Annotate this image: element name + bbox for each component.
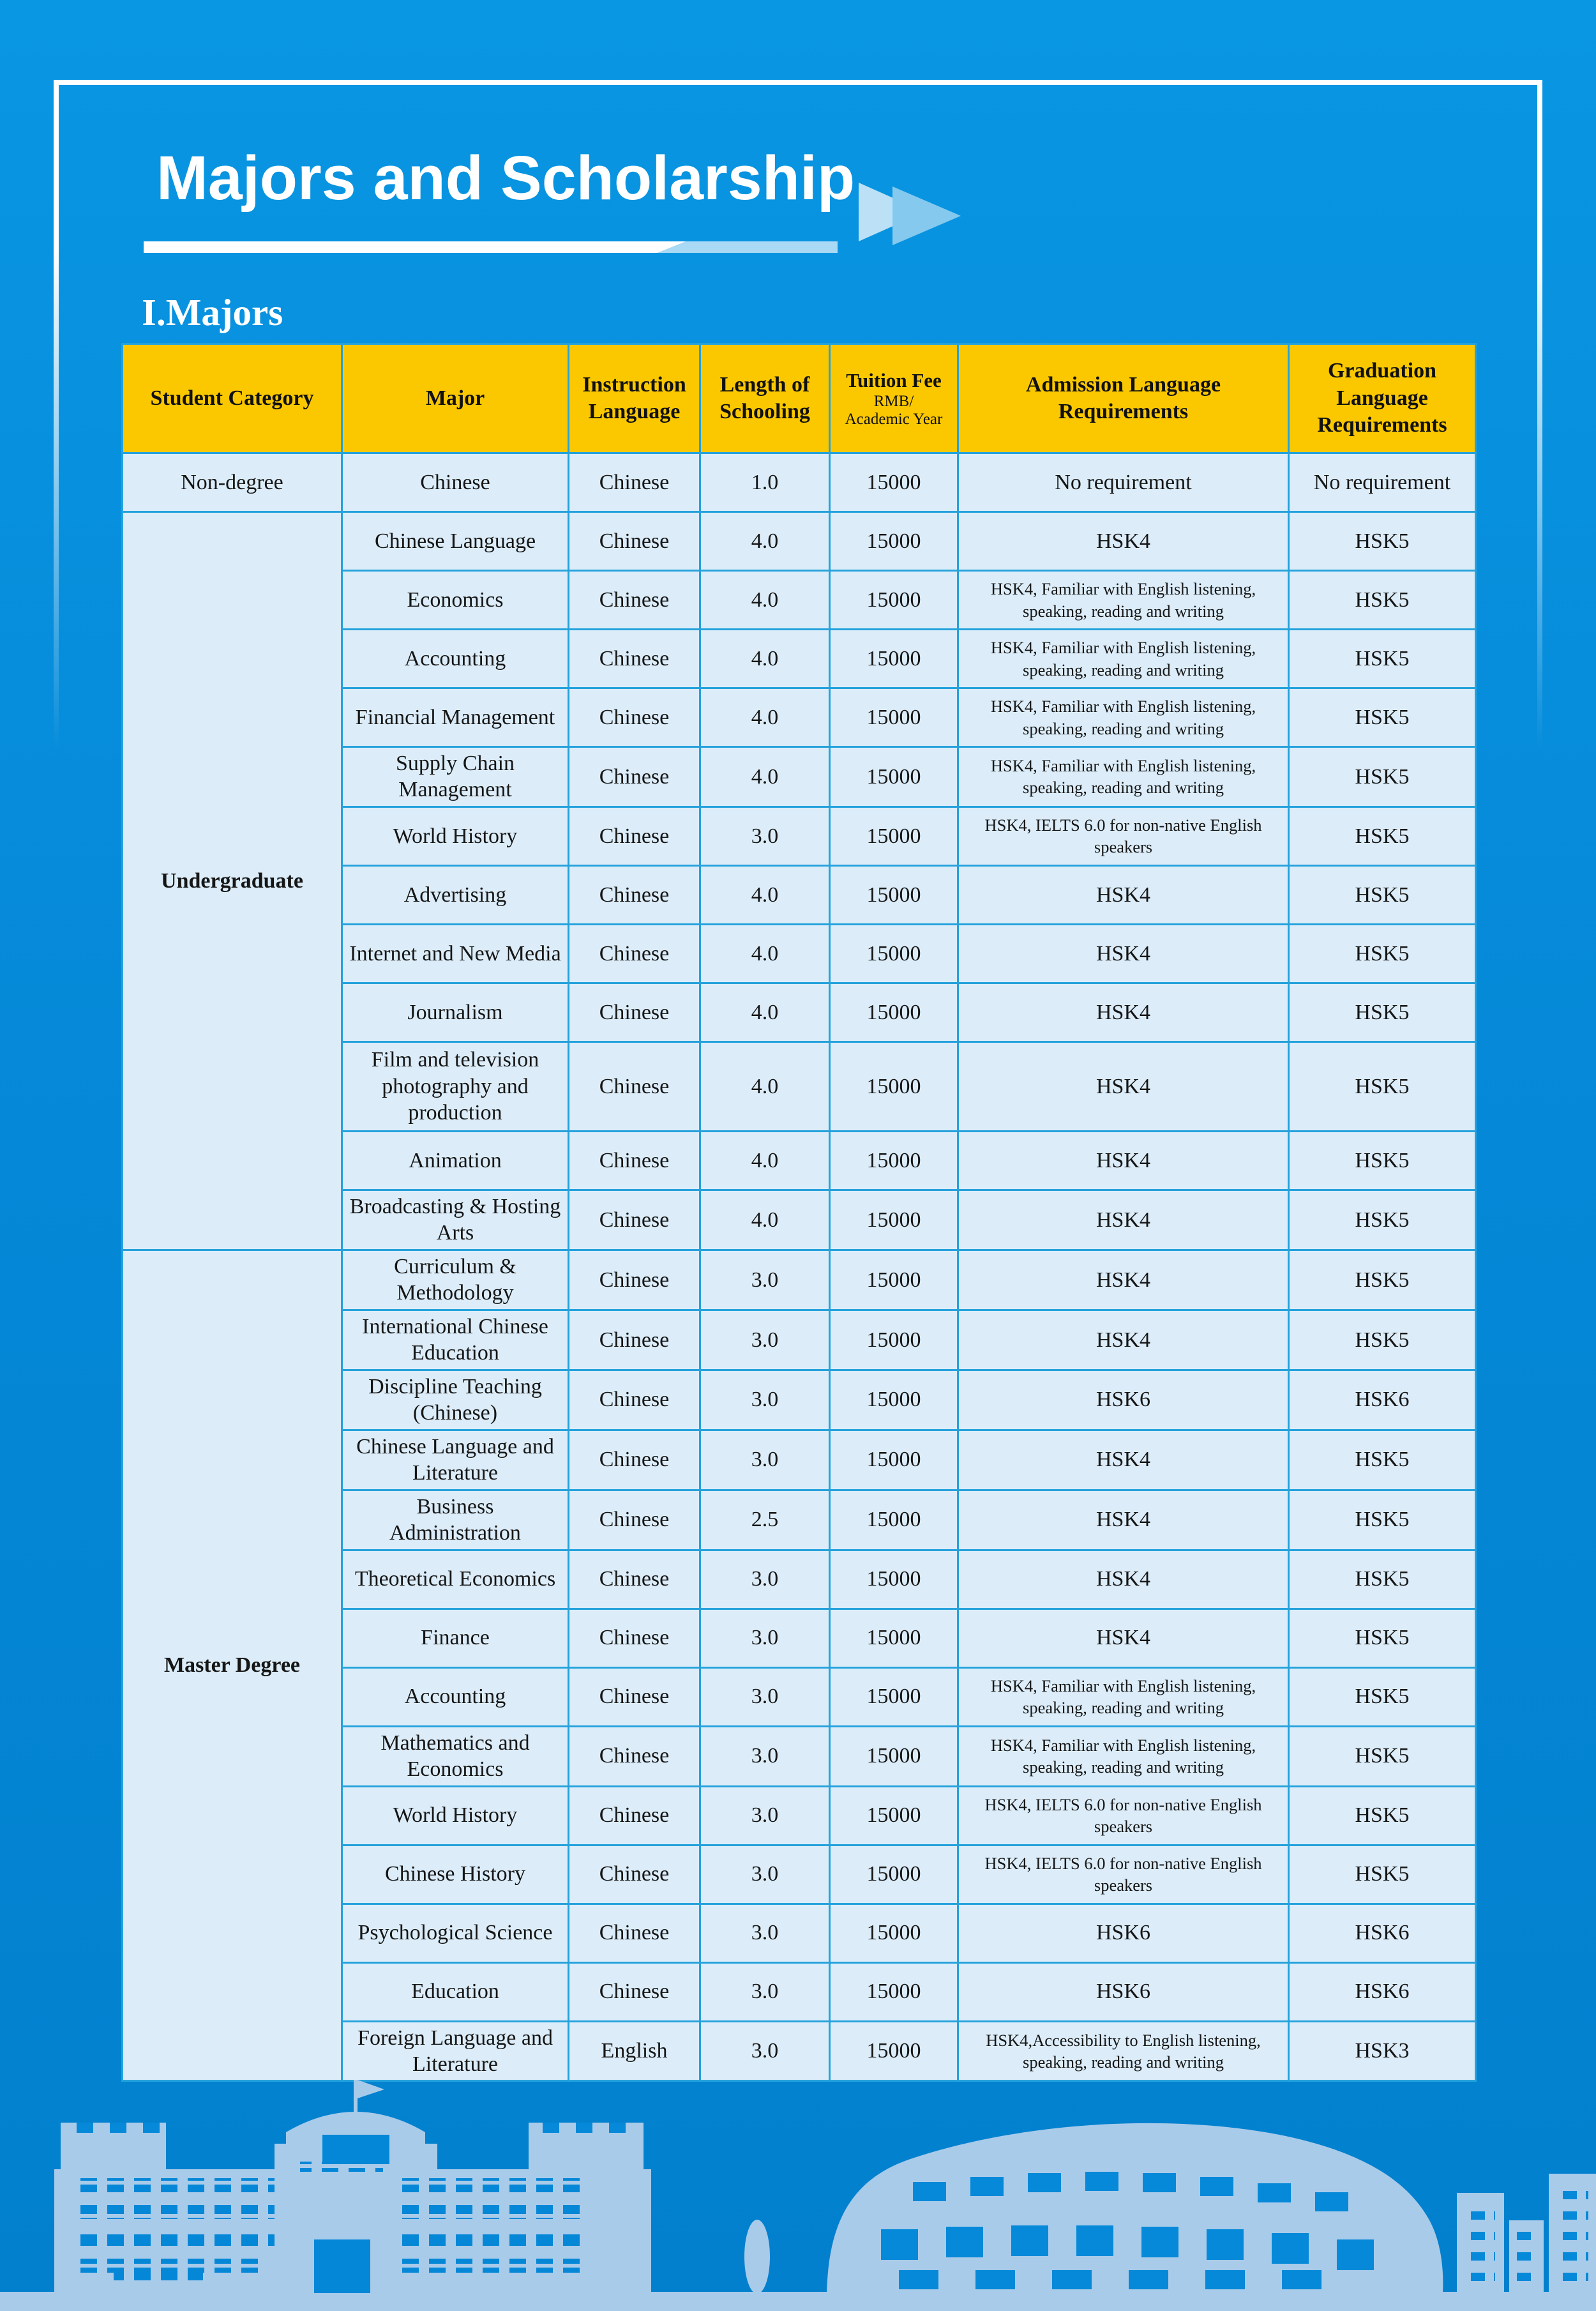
tuition-fee-cell: 15000 — [830, 1550, 958, 1609]
admission-requirement-cell: HSK6 — [958, 1370, 1289, 1430]
length-of-schooling-cell: 3.0 — [700, 1430, 830, 1490]
admission-requirement-cell: HSK4, Familiar with English listening, speaking, reading and writing — [958, 1726, 1289, 1786]
title-decoration — [0, 0, 1596, 319]
table-row — [123, 1250, 1476, 1310]
length-of-schooling-cell: 4.0 — [700, 924, 830, 983]
length-of-schooling-cell: 4.0 — [700, 1131, 830, 1190]
length-of-schooling-cell: 4.0 — [700, 1190, 830, 1250]
length-of-schooling-cell: 3.0 — [700, 1962, 830, 2021]
admission-requirement-cell: HSK4 — [958, 924, 1289, 983]
tuition-fee-cell: 15000 — [830, 630, 958, 688]
tuition-fee-cell: 15000 — [830, 983, 958, 1042]
admission-requirement-cell: HSK4 — [958, 1042, 1289, 1131]
col-tuition-fee — [830, 344, 958, 453]
instruction-language-cell: Chinese — [569, 1310, 700, 1370]
admission-requirement-cell: HSK4 — [958, 1550, 1289, 1609]
forward-arrows-icon — [859, 183, 961, 245]
student-category-cell: Non-degree — [123, 453, 342, 512]
instruction-language-cell: Chinese — [569, 1962, 700, 2021]
length-of-schooling-cell: 4.0 — [700, 630, 830, 688]
graduation-requirement-cell: HSK5 — [1289, 1042, 1476, 1131]
admission-requirement-cell: HSK6 — [958, 1962, 1289, 2021]
length-of-schooling-cell: 3.0 — [700, 1310, 830, 1370]
length-of-schooling-cell: 3.0 — [700, 1609, 830, 1667]
header-row — [123, 344, 1476, 453]
tuition-fee-cell: 15000 — [830, 688, 958, 747]
instruction-language-cell: Chinese — [569, 1042, 700, 1131]
length-of-schooling-cell: 3.0 — [700, 1550, 830, 1609]
tuition-fee-cell: 15000 — [830, 807, 958, 865]
instruction-language-cell: Chinese — [569, 924, 700, 983]
major-cell: Curriculum & Methodology — [342, 1250, 569, 1310]
instruction-language-cell: Chinese — [569, 571, 700, 630]
major-cell: Accounting — [342, 1667, 569, 1726]
instruction-language-cell: Chinese — [569, 688, 700, 747]
major-cell: Mathematics and Economics — [342, 1726, 569, 1786]
tuition-fee-cell: 15000 — [830, 1310, 958, 1370]
campus-building-silhouette — [54, 2080, 651, 2293]
graduation-requirement-cell: HSK3 — [1289, 2021, 1476, 2081]
tuition-fee-cell: 15000 — [830, 1726, 958, 1786]
instruction-language-cell: Chinese — [569, 1609, 700, 1667]
length-of-schooling-cell: 4.0 — [700, 688, 830, 747]
tuition-fee-title: Tuition Fee — [846, 369, 942, 392]
cypress-tree-icon — [744, 2220, 770, 2294]
graduation-requirement-cell: HSK5 — [1289, 747, 1476, 807]
graduation-requirement-cell: HSK5 — [1289, 924, 1476, 983]
length-of-schooling-cell: 3.0 — [700, 1786, 830, 1845]
major-cell: Theoretical Economics — [342, 1550, 569, 1609]
graduation-requirement-cell: HSK5 — [1289, 1726, 1476, 1786]
col-admission-requirements: Admission Language Requirements — [958, 344, 1289, 453]
tuition-fee-cell: 15000 — [830, 1131, 958, 1190]
majors-table — [121, 343, 1477, 2082]
major-cell: Chinese Language and Literature — [342, 1430, 569, 1490]
tuition-fee-cell: 15000 — [830, 1904, 958, 1962]
major-cell: Education — [342, 1962, 569, 2021]
tuition-fee-cell: 15000 — [830, 865, 958, 924]
instruction-language-cell: Chinese — [569, 1131, 700, 1190]
instruction-language-cell: Chinese — [569, 1370, 700, 1430]
stadium-silhouette — [827, 2123, 1443, 2293]
graduation-requirement-cell: HSK6 — [1289, 1962, 1476, 2021]
col-length-of-schooling: Length of Schooling — [700, 344, 830, 453]
ground-strip — [0, 2292, 1596, 2311]
graduation-requirement-cell: HSK5 — [1289, 1550, 1476, 1609]
major-cell: Psychological Science — [342, 1904, 569, 1962]
admission-requirement-cell: HSK4 — [958, 865, 1289, 924]
instruction-language-cell: Chinese — [569, 1726, 700, 1786]
admission-requirement-cell: HSK4 — [958, 1430, 1289, 1490]
graduation-requirement-cell: HSK5 — [1289, 1250, 1476, 1310]
major-cell: Animation — [342, 1131, 569, 1190]
tuition-fee-cell: 15000 — [830, 1490, 958, 1550]
major-cell: Chinese — [342, 453, 569, 512]
admission-requirement-cell: No requirement — [958, 453, 1289, 512]
length-of-schooling-cell: 4.0 — [700, 512, 830, 571]
instruction-language-cell: Chinese — [569, 807, 700, 865]
instruction-language-cell: Chinese — [569, 983, 700, 1042]
student-category-cell: Master Degree — [123, 1250, 342, 2081]
tuition-fee-cell: 15000 — [830, 1190, 958, 1250]
graduation-requirement-cell: HSK5 — [1289, 1490, 1476, 1550]
length-of-schooling-cell: 2.5 — [700, 1490, 830, 1550]
section-heading: I.Majors — [142, 291, 283, 333]
admission-requirement-cell: HSK4 — [958, 1609, 1289, 1667]
tuition-fee-cell: 15000 — [830, 512, 958, 571]
admission-requirement-cell: HSK4, Familiar with English listening, speaking, reading and writing — [958, 688, 1289, 747]
instruction-language-cell: Chinese — [569, 1786, 700, 1845]
admission-requirement-cell: HSK4, Familiar with English listening, speaking, reading and writing — [958, 1667, 1289, 1726]
length-of-schooling-cell: 3.0 — [700, 1845, 830, 1904]
admission-requirement-cell: HSK4 — [958, 1250, 1289, 1310]
col-graduation-requirements: Graduation Language Requirements — [1289, 344, 1476, 453]
instruction-language-cell: Chinese — [569, 1190, 700, 1250]
flag-icon — [358, 2080, 384, 2098]
majors-table-header — [123, 344, 1476, 453]
tuition-fee-cell: 15000 — [830, 2021, 958, 2081]
tuition-fee-cell: 15000 — [830, 1667, 958, 1726]
major-cell: International Chinese Education — [342, 1310, 569, 1370]
admission-requirement-cell: HSK4, Familiar with English listening, speaking, reading and writing — [958, 747, 1289, 807]
graduation-requirement-cell: HSK5 — [1289, 688, 1476, 747]
admission-requirement-cell: HSK4, Familiar with English listening, speaking, reading and writing — [958, 630, 1289, 688]
graduation-requirement-cell: HSK5 — [1289, 1190, 1476, 1250]
admission-requirement-cell: HSK4 — [958, 1310, 1289, 1370]
tuition-fee-cell: 15000 — [830, 1786, 958, 1845]
admission-requirement-cell: HSK4, IELTS 6.0 for non-native English speakers — [958, 1845, 1289, 1904]
length-of-schooling-cell: 4.0 — [700, 747, 830, 807]
table-row — [123, 453, 1476, 512]
col-student-category: Student Category — [123, 344, 342, 453]
admission-requirement-cell: HSK4, IELTS 6.0 for non-native English speakers — [958, 807, 1289, 865]
length-of-schooling-cell: 3.0 — [700, 1667, 830, 1726]
title-underline-accent — [658, 241, 838, 253]
admission-requirement-cell: HSK4, IELTS 6.0 for non-native English speakers — [958, 1786, 1289, 1845]
major-cell: Economics — [342, 571, 569, 630]
col-major: Major — [342, 344, 569, 453]
tuition-fee-cell: 15000 — [830, 747, 958, 807]
tuition-fee-cell: 15000 — [830, 453, 958, 512]
tuition-fee-cell: 15000 — [830, 1430, 958, 1490]
instruction-language-cell: English — [569, 2021, 700, 2081]
major-cell: Finance — [342, 1609, 569, 1667]
instruction-language-cell: Chinese — [569, 630, 700, 688]
graduation-requirement-cell: HSK5 — [1289, 512, 1476, 571]
tuition-fee-cell: 15000 — [830, 1250, 958, 1310]
tuition-fee-cell: 15000 — [830, 1370, 958, 1430]
instruction-language-cell: Chinese — [569, 1250, 700, 1310]
major-cell: Accounting — [342, 630, 569, 688]
admission-requirement-cell: HSK4 — [958, 983, 1289, 1042]
major-cell: Advertising — [342, 865, 569, 924]
campus-skyline — [0, 2068, 1596, 2311]
length-of-schooling-cell: 3.0 — [700, 1370, 830, 1430]
city-buildings-silhouette — [1457, 2174, 1596, 2293]
instruction-language-cell: Chinese — [569, 1430, 700, 1490]
major-cell: Foreign Language and Literature — [342, 2021, 569, 2081]
admission-requirement-cell: HSK6 — [958, 1904, 1289, 1962]
graduation-requirement-cell: HSK5 — [1289, 1430, 1476, 1490]
length-of-schooling-cell: 3.0 — [700, 1250, 830, 1310]
major-cell: Internet and New Media — [342, 924, 569, 983]
graduation-requirement-cell: HSK5 — [1289, 1609, 1476, 1667]
tuition-fee-unit-line2: Academic Year — [845, 410, 943, 428]
graduation-requirement-cell: HSK5 — [1289, 1845, 1476, 1904]
majors-table-body — [123, 453, 1476, 2081]
length-of-schooling-cell: 3.0 — [700, 1904, 830, 1962]
length-of-schooling-cell: 4.0 — [700, 571, 830, 630]
graduation-requirement-cell: HSK5 — [1289, 1310, 1476, 1370]
instruction-language-cell: Chinese — [569, 512, 700, 571]
graduation-requirement-cell: HSK6 — [1289, 1370, 1476, 1430]
tuition-fee-unit-line1: RMB/ — [873, 392, 914, 410]
admission-requirement-cell: HSK4 — [958, 512, 1289, 571]
length-of-schooling-cell: 4.0 — [700, 1042, 830, 1131]
graduation-requirement-cell: HSK5 — [1289, 571, 1476, 630]
major-cell: Journalism — [342, 983, 569, 1042]
admission-requirement-cell: HSK4 — [958, 1490, 1289, 1550]
student-category-cell: Undergraduate — [123, 512, 342, 1250]
graduation-requirement-cell: HSK5 — [1289, 983, 1476, 1042]
length-of-schooling-cell: 4.0 — [700, 865, 830, 924]
instruction-language-cell: Chinese — [569, 1490, 700, 1550]
graduation-requirement-cell: HSK6 — [1289, 1904, 1476, 1962]
length-of-schooling-cell: 3.0 — [700, 1726, 830, 1786]
tuition-fee-cell: 15000 — [830, 1962, 958, 2021]
major-cell: Business Administration — [342, 1490, 569, 1550]
instruction-language-cell: Chinese — [569, 1845, 700, 1904]
title-underline — [144, 241, 686, 253]
length-of-schooling-cell: 3.0 — [700, 807, 830, 865]
graduation-requirement-cell: HSK5 — [1289, 1786, 1476, 1845]
major-cell: Supply Chain Management — [342, 747, 569, 807]
graduation-requirement-cell: HSK5 — [1289, 630, 1476, 688]
graduation-requirement-cell: HSK5 — [1289, 807, 1476, 865]
instruction-language-cell: Chinese — [569, 865, 700, 924]
major-cell: Chinese Language — [342, 512, 569, 571]
graduation-requirement-cell: HSK5 — [1289, 1667, 1476, 1726]
table-row — [123, 512, 1476, 571]
admission-requirement-cell: HSK4,Accessibility to English listening, speaking, reading and writing — [958, 2021, 1289, 2081]
tuition-fee-cell: 15000 — [830, 571, 958, 630]
major-cell: Discipline Teaching (Chinese) — [342, 1370, 569, 1430]
major-cell: Chinese History — [342, 1845, 569, 1904]
admission-requirement-cell: HSK4, Familiar with English listening, speaking, reading and writing — [958, 571, 1289, 630]
tuition-fee-cell: 15000 — [830, 1609, 958, 1667]
length-of-schooling-cell: 3.0 — [700, 2021, 830, 2081]
graduation-requirement-cell: HSK5 — [1289, 1131, 1476, 1190]
major-cell: World History — [342, 807, 569, 865]
admission-requirement-cell: HSK4 — [958, 1131, 1289, 1190]
tuition-fee-cell: 15000 — [830, 1845, 958, 1904]
instruction-language-cell: Chinese — [569, 453, 700, 512]
major-cell: Financial Management — [342, 688, 569, 747]
major-cell: Broadcasting & Hosting Arts — [342, 1190, 569, 1250]
admission-requirement-cell: HSK4 — [958, 1190, 1289, 1250]
tuition-fee-cell: 15000 — [830, 1042, 958, 1131]
graduation-requirement-cell: HSK5 — [1289, 865, 1476, 924]
instruction-language-cell: Chinese — [569, 747, 700, 807]
instruction-language-cell: Chinese — [569, 1667, 700, 1726]
length-of-schooling-cell: 1.0 — [700, 453, 830, 512]
tuition-fee-cell: 15000 — [830, 924, 958, 983]
page-title: Majors and Scholarship — [156, 143, 855, 213]
major-cell: Film and television photography and production — [342, 1042, 569, 1131]
instruction-language-cell: Chinese — [569, 1904, 700, 1962]
instruction-language-cell: Chinese — [569, 1550, 700, 1609]
col-instruction-language: Instruction Language — [569, 344, 700, 453]
graduation-requirement-cell: No requirement — [1289, 453, 1476, 512]
major-cell: World History — [342, 1786, 569, 1845]
length-of-schooling-cell: 4.0 — [700, 983, 830, 1042]
